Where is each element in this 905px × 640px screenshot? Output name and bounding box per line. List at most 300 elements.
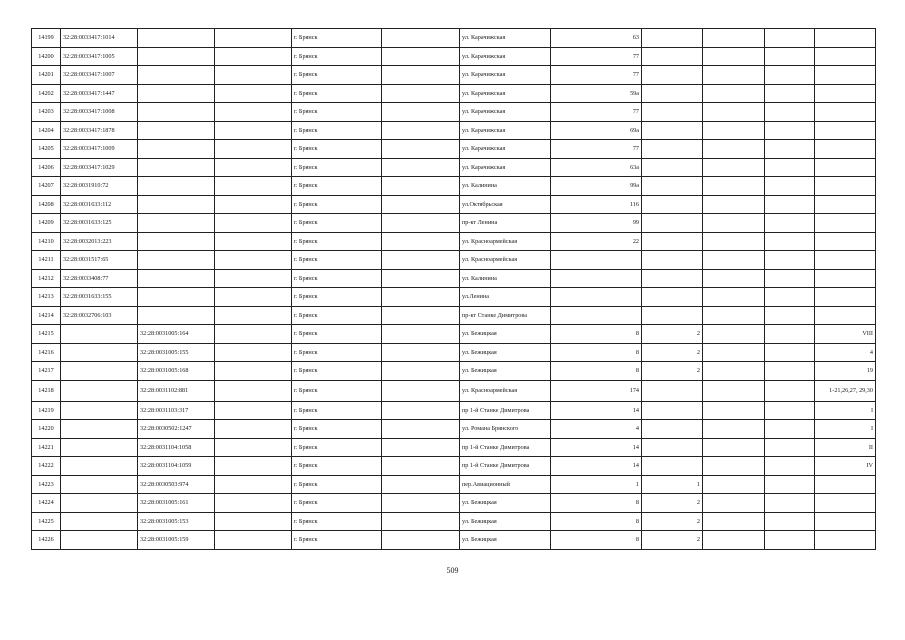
cell-empty	[703, 195, 765, 214]
cell-n: 14216	[32, 343, 61, 362]
cell-empty	[382, 362, 460, 381]
table-row	[32, 66, 876, 85]
cell-n: 14209	[32, 214, 61, 233]
cell-b	[642, 438, 703, 457]
table-row	[32, 306, 876, 325]
cell-house: 99	[551, 214, 642, 233]
cell-n: 14217	[32, 362, 61, 381]
cell-b: 2	[642, 494, 703, 513]
cell-c	[815, 494, 876, 513]
cell-city: г. Брянск	[292, 531, 382, 550]
cell-city: г. Брянск	[292, 494, 382, 513]
cell-empty	[382, 140, 460, 159]
cell-cad1	[61, 343, 138, 362]
cell-c: VIII	[815, 325, 876, 344]
cell-empty	[215, 158, 292, 177]
cell-street: ул. Романа Брянского	[460, 420, 551, 439]
cell-cad1	[61, 475, 138, 494]
cell-house	[551, 288, 642, 307]
cell-empty	[765, 457, 815, 476]
cell-b: 2	[642, 531, 703, 550]
cell-cad1	[61, 420, 138, 439]
cell-cad2	[138, 66, 215, 85]
cell-n: 14213	[32, 288, 61, 307]
cell-house: 174	[551, 380, 642, 401]
cell-empty	[703, 66, 765, 85]
cell-b	[642, 420, 703, 439]
cell-empty	[215, 47, 292, 66]
cell-empty	[215, 401, 292, 420]
table-row	[32, 121, 876, 140]
cell-c: I	[815, 420, 876, 439]
cell-cad2	[138, 251, 215, 270]
cell-cad2: 32:28:0031104:1059	[138, 457, 215, 476]
cell-n: 14224	[32, 494, 61, 513]
cell-cad2: 32:28:0031005:164	[138, 325, 215, 344]
table-row	[32, 140, 876, 159]
cell-cad1	[61, 457, 138, 476]
cell-house: 77	[551, 66, 642, 85]
cell-city: г. Брянск	[292, 401, 382, 420]
cell-empty	[215, 343, 292, 362]
cell-cad2: 32:28:0031005:159	[138, 531, 215, 550]
cell-b: 2	[642, 512, 703, 531]
cell-empty	[703, 475, 765, 494]
cell-empty	[703, 140, 765, 159]
cell-city: г. Брянск	[292, 380, 382, 401]
cell-empty	[703, 457, 765, 476]
table-row	[32, 343, 876, 362]
cell-cad2	[138, 177, 215, 196]
cell-cad2	[138, 47, 215, 66]
cell-street: ул. Бежицкая	[460, 512, 551, 531]
table-row	[32, 232, 876, 251]
cell-cad2	[138, 158, 215, 177]
cell-empty	[215, 457, 292, 476]
cell-city: г. Брянск	[292, 343, 382, 362]
cell-empty	[382, 103, 460, 122]
cell-house	[551, 269, 642, 288]
cell-empty	[765, 362, 815, 381]
cell-empty	[765, 47, 815, 66]
page-number: 509	[446, 566, 459, 575]
cell-cad2: 32:28:0030502:1247	[138, 420, 215, 439]
cell-city: г. Брянск	[292, 140, 382, 159]
cell-house: 59а	[551, 84, 642, 103]
cell-c	[815, 251, 876, 270]
cell-empty	[703, 177, 765, 196]
table-row	[32, 401, 876, 420]
cell-b	[642, 214, 703, 233]
cell-empty	[215, 380, 292, 401]
cell-city: г. Брянск	[292, 475, 382, 494]
cell-cad1	[61, 401, 138, 420]
cell-empty	[765, 251, 815, 270]
cell-empty	[382, 512, 460, 531]
cell-empty	[765, 195, 815, 214]
cell-empty	[382, 325, 460, 344]
cell-city: г. Брянск	[292, 195, 382, 214]
cell-street: ул. Красноармейская	[460, 251, 551, 270]
cell-empty	[215, 177, 292, 196]
table-row	[32, 214, 876, 233]
cell-empty	[215, 121, 292, 140]
cell-b	[642, 29, 703, 48]
cell-city: г. Брянск	[292, 177, 382, 196]
cell-empty	[765, 66, 815, 85]
cell-b	[642, 121, 703, 140]
cell-city: г. Брянск	[292, 214, 382, 233]
cell-empty	[215, 325, 292, 344]
cell-empty	[765, 494, 815, 513]
cell-empty	[215, 512, 292, 531]
cell-house: 69а	[551, 121, 642, 140]
cell-city: г. Брянск	[292, 103, 382, 122]
cell-empty	[215, 420, 292, 439]
cell-city: г. Брянск	[292, 288, 382, 307]
cell-house: 4	[551, 420, 642, 439]
cell-empty	[215, 214, 292, 233]
cell-street: ул. Красноармейская	[460, 380, 551, 401]
table-row	[32, 494, 876, 513]
cell-n: 14206	[32, 158, 61, 177]
cell-c	[815, 531, 876, 550]
cell-house: 8	[551, 362, 642, 381]
cell-cad2: 32:28:0030503:974	[138, 475, 215, 494]
table-row	[32, 251, 876, 270]
cell-c	[815, 47, 876, 66]
cell-empty	[382, 158, 460, 177]
cell-n: 14205	[32, 140, 61, 159]
cell-street: пр 1-й Станке Димитрова	[460, 401, 551, 420]
cell-empty	[765, 343, 815, 362]
cell-city: г. Брянск	[292, 29, 382, 48]
cell-n: 14199	[32, 29, 61, 48]
cell-empty	[765, 177, 815, 196]
cell-empty	[382, 438, 460, 457]
cell-street: ул. Карачижская	[460, 103, 551, 122]
cell-house: 116	[551, 195, 642, 214]
cell-city: г. Брянск	[292, 457, 382, 476]
cell-house: 8	[551, 531, 642, 550]
cell-c: 1-21,26,27, 29,30	[815, 380, 876, 401]
cell-empty	[765, 420, 815, 439]
cell-b: 1	[642, 475, 703, 494]
cell-c	[815, 121, 876, 140]
table-row	[32, 269, 876, 288]
cell-cad2	[138, 140, 215, 159]
table-row	[32, 380, 876, 401]
cell-b: 2	[642, 362, 703, 381]
cell-cad1: 32:28:0031633:155	[61, 288, 138, 307]
cell-b	[642, 140, 703, 159]
cell-empty	[382, 343, 460, 362]
cell-n: 14207	[32, 177, 61, 196]
cell-cad2: 32:28:0031005:153	[138, 512, 215, 531]
cell-cad1: 32:28:0031910:72	[61, 177, 138, 196]
cell-empty	[765, 269, 815, 288]
table-row	[32, 47, 876, 66]
table-row	[32, 420, 876, 439]
cell-street: ул. Бежицкая	[460, 531, 551, 550]
cell-empty	[765, 121, 815, 140]
cell-empty	[703, 512, 765, 531]
cell-empty	[703, 380, 765, 401]
cell-empty	[382, 251, 460, 270]
cell-city: г. Брянск	[292, 362, 382, 381]
cell-b	[642, 177, 703, 196]
cell-b	[642, 66, 703, 85]
cell-cad1: 32:28:0033417:1008	[61, 103, 138, 122]
cell-b	[642, 380, 703, 401]
cell-cad2	[138, 269, 215, 288]
cell-empty	[215, 306, 292, 325]
cell-cad1: 32:28:0033417:1009	[61, 140, 138, 159]
cell-street: ул. Калинина	[460, 269, 551, 288]
cell-empty	[703, 288, 765, 307]
cell-street: ул.Октябрьская	[460, 195, 551, 214]
cell-cad2	[138, 232, 215, 251]
cadastral-table	[31, 28, 876, 550]
cell-street: пр-кт Ленина	[460, 214, 551, 233]
cell-n: 14223	[32, 475, 61, 494]
cell-n: 14214	[32, 306, 61, 325]
cell-empty	[382, 457, 460, 476]
cell-house	[551, 251, 642, 270]
cell-cad2: 32:28:0031005:155	[138, 343, 215, 362]
cell-c	[815, 269, 876, 288]
cell-city: г. Брянск	[292, 47, 382, 66]
cell-cad2	[138, 306, 215, 325]
cell-empty	[382, 306, 460, 325]
cell-empty	[382, 214, 460, 233]
cell-street: ул. Карачижская	[460, 121, 551, 140]
cell-empty	[765, 140, 815, 159]
cell-street: ул. Карачижская	[460, 84, 551, 103]
cell-b	[642, 47, 703, 66]
cell-cad2: 32:28:0031104:1058	[138, 438, 215, 457]
cell-empty	[215, 103, 292, 122]
cell-empty	[382, 29, 460, 48]
cell-cad1	[61, 494, 138, 513]
cell-n: 14204	[32, 121, 61, 140]
table-row	[32, 195, 876, 214]
cell-c	[815, 306, 876, 325]
cell-cad1: 32:28:0031633:112	[61, 195, 138, 214]
cell-house: 14	[551, 401, 642, 420]
cell-empty	[703, 325, 765, 344]
cell-c	[815, 232, 876, 251]
cell-empty	[215, 140, 292, 159]
cell-n: 14220	[32, 420, 61, 439]
cell-b	[642, 158, 703, 177]
cell-c	[815, 475, 876, 494]
cell-city: г. Брянск	[292, 251, 382, 270]
cell-street: ул. Бежицкая	[460, 343, 551, 362]
cell-b	[642, 401, 703, 420]
cell-house: 14	[551, 457, 642, 476]
cell-city: г. Брянск	[292, 325, 382, 344]
cell-city: г. Брянск	[292, 121, 382, 140]
cell-empty	[765, 512, 815, 531]
cell-empty	[703, 251, 765, 270]
cell-cad1: 32:28:0033417:1005	[61, 47, 138, 66]
cell-cad2	[138, 288, 215, 307]
table-row	[32, 512, 876, 531]
cell-empty	[382, 121, 460, 140]
cell-empty	[703, 494, 765, 513]
cell-empty	[215, 195, 292, 214]
cell-empty	[703, 29, 765, 48]
cell-empty	[382, 84, 460, 103]
cell-empty	[703, 103, 765, 122]
cell-house: 77	[551, 140, 642, 159]
cell-cad1: 32:28:0033417:1447	[61, 84, 138, 103]
cell-c	[815, 214, 876, 233]
cell-house: 14	[551, 438, 642, 457]
table-row	[32, 457, 876, 476]
cell-n: 14208	[32, 195, 61, 214]
cell-c	[815, 29, 876, 48]
cell-empty	[703, 84, 765, 103]
cell-b: 2	[642, 343, 703, 362]
cell-house: 8	[551, 512, 642, 531]
cell-street: ул. Карачижская	[460, 47, 551, 66]
cell-c	[815, 140, 876, 159]
cell-street: ул. Карачижская	[460, 29, 551, 48]
cell-empty	[382, 269, 460, 288]
cell-n: 14202	[32, 84, 61, 103]
cell-empty	[215, 84, 292, 103]
cell-empty	[215, 66, 292, 85]
cell-n: 14225	[32, 512, 61, 531]
cell-n: 14203	[32, 103, 61, 122]
cell-cad1: 32:28:0031633:125	[61, 214, 138, 233]
cell-empty	[215, 362, 292, 381]
cell-b: 2	[642, 325, 703, 344]
cell-house: 77	[551, 47, 642, 66]
cell-city: г. Брянск	[292, 158, 382, 177]
cell-cad1: 32:28:0033417:1014	[61, 29, 138, 48]
table-body	[32, 29, 876, 550]
cell-empty	[765, 158, 815, 177]
cell-cad1	[61, 362, 138, 381]
cell-c	[815, 66, 876, 85]
cell-n: 14226	[32, 531, 61, 550]
cell-street: пер.Авиационный	[460, 475, 551, 494]
cell-street: пр 1-й Станке Димитрова	[460, 438, 551, 457]
cell-empty	[382, 475, 460, 494]
cell-empty	[382, 177, 460, 196]
table-row	[32, 438, 876, 457]
cell-empty	[382, 531, 460, 550]
cell-cad2	[138, 84, 215, 103]
cell-empty	[703, 531, 765, 550]
cell-empty	[215, 475, 292, 494]
cell-city: г. Брянск	[292, 66, 382, 85]
cell-empty	[382, 232, 460, 251]
cell-c	[815, 103, 876, 122]
cell-empty	[703, 232, 765, 251]
cell-house: 8	[551, 494, 642, 513]
cell-b	[642, 103, 703, 122]
cell-empty	[215, 269, 292, 288]
cell-cad1	[61, 512, 138, 531]
cell-n: 14201	[32, 66, 61, 85]
cell-cad2	[138, 214, 215, 233]
table-row	[32, 531, 876, 550]
cell-empty	[215, 438, 292, 457]
cell-empty	[215, 288, 292, 307]
cell-house	[551, 306, 642, 325]
cell-cad1	[61, 438, 138, 457]
cell-house: 8	[551, 343, 642, 362]
cell-empty	[382, 47, 460, 66]
cell-empty	[382, 494, 460, 513]
cell-empty	[765, 288, 815, 307]
cell-house: 8	[551, 325, 642, 344]
cell-city: г. Брянск	[292, 84, 382, 103]
cell-cad1: 32:28:0031517:65	[61, 251, 138, 270]
cell-cad1: 32:28:0033417:1007	[61, 66, 138, 85]
cell-b	[642, 288, 703, 307]
table-row	[32, 325, 876, 344]
cell-c	[815, 195, 876, 214]
cell-c	[815, 288, 876, 307]
cell-b	[642, 195, 703, 214]
cell-cad1: 32:28:0033417:1029	[61, 158, 138, 177]
cell-b	[642, 457, 703, 476]
cell-cad1	[61, 531, 138, 550]
cell-b	[642, 232, 703, 251]
cell-cad1: 32:28:0033417:1878	[61, 121, 138, 140]
cell-house: 63а	[551, 158, 642, 177]
cell-house: 99а	[551, 177, 642, 196]
cell-c	[815, 512, 876, 531]
cell-city: г. Брянск	[292, 306, 382, 325]
cell-empty	[765, 438, 815, 457]
cell-n: 14212	[32, 269, 61, 288]
cell-empty	[765, 29, 815, 48]
cell-street: пр 1-й Станке Димитрова	[460, 457, 551, 476]
cell-empty	[765, 325, 815, 344]
cell-empty	[765, 401, 815, 420]
cell-cad2	[138, 121, 215, 140]
cell-empty	[703, 438, 765, 457]
cell-n: 14210	[32, 232, 61, 251]
cell-n: 14215	[32, 325, 61, 344]
cell-street: ул. Красноармейская	[460, 232, 551, 251]
cell-empty	[382, 288, 460, 307]
cell-empty	[703, 306, 765, 325]
cell-empty	[703, 362, 765, 381]
cell-b	[642, 251, 703, 270]
cell-street: ул.Ленина	[460, 288, 551, 307]
cell-house: 77	[551, 103, 642, 122]
cell-n: 14218	[32, 380, 61, 401]
cell-empty	[765, 475, 815, 494]
cell-cad1: 32:28:0032706:103	[61, 306, 138, 325]
cell-cad2: 32:28:0031103:317	[138, 401, 215, 420]
cell-c: 4	[815, 343, 876, 362]
cell-n: 14211	[32, 251, 61, 270]
cell-empty	[215, 29, 292, 48]
cell-city: г. Брянск	[292, 438, 382, 457]
cell-empty	[765, 232, 815, 251]
cell-empty	[765, 380, 815, 401]
cell-n: 14222	[32, 457, 61, 476]
cell-empty	[703, 269, 765, 288]
